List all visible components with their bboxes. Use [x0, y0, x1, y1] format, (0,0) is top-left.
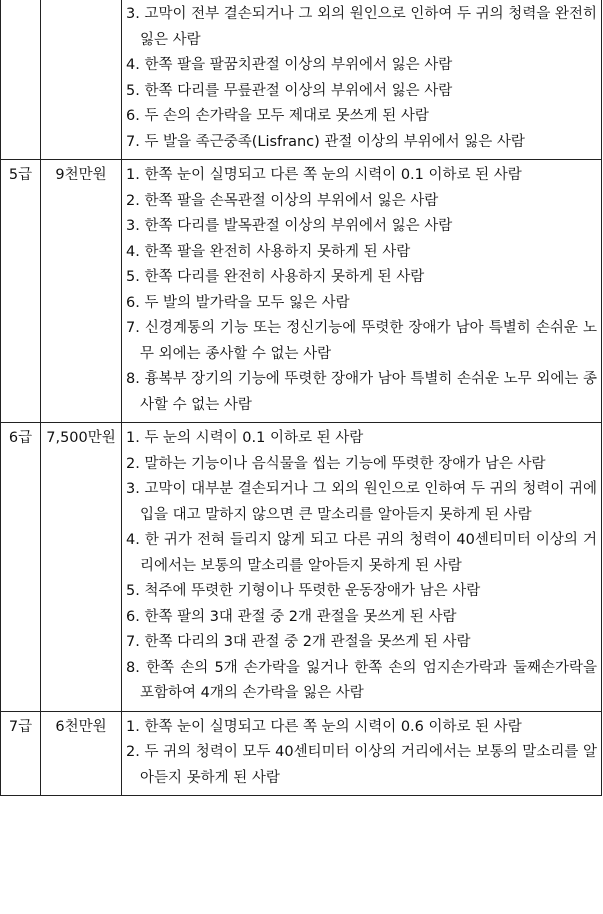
description-cell	[122, 711, 602, 796]
list-item: 4. 한 귀가 전혀 들리지 않게 되고 다른 귀의 청력이 40센티미터 이상의 거리에서는 보통의 말소리를 알아듣지 못하게 된 사람	[126, 532, 597, 574]
table-row	[1, 711, 602, 796]
list-item: 3. 고막이 전부 결손되거나 그 외의 원인으로 인하여 두 귀의 청력을 완전히 잃은 사람	[126, 6, 597, 48]
grade-cell: 7급	[1, 711, 41, 796]
description-cell	[122, 423, 602, 712]
list-item: 4. 한쪽 팔을 팔꿈치관절 이상의 부위에서 잃은 사람	[126, 57, 453, 73]
list-item: 6. 두 발의 발가락을 모두 잃은 사람	[126, 294, 350, 311]
list-item: 3. 고막이 대부분 결손되거나 그 외의 원인으로 인하여 두 귀의 청력이 귀에 입을 대고 말하지 않으면 큰 말소리를 알아듣지 못하게 된 사람	[126, 481, 597, 523]
list-item: 7. 한쪽 다리의 3대 관절 중 2개 관절을 못쓰게 된 사람	[126, 634, 471, 650]
list-item: 1. 한쪽 눈이 실명되고 다른 쪽 눈의 시력이 0.6 이하로 된 사람	[126, 718, 522, 735]
list-item: 3. 한쪽 다리를 발목관절 이상의 부위에서 잃은 사람	[126, 218, 453, 234]
grade-cell: 6급	[1, 423, 41, 712]
table-row	[1, 160, 602, 423]
list-item: 4. 한쪽 팔을 완전히 사용하지 못하게 된 사람	[126, 243, 411, 260]
list-item: 6. 한쪽 팔의 3대 관절 중 2개 관절을 못쓰게 된 사람	[126, 608, 457, 625]
list-item: 8. 흉복부 장기의 기능에 뚜렷한 장애가 남아 특별히 손쉬운 노무 외에는 종사할 수 없는 사람	[126, 371, 597, 413]
amount-cell: 6천만원	[41, 711, 122, 796]
table-row	[1, 0, 602, 160]
list-item: 5. 한쪽 다리를 무릎관절 이상의 부위에서 잃은 사람	[126, 82, 453, 99]
list-item: 2. 두 귀의 청력이 모두 40센티미터 이상의 거리에서는 보통의 말소리를 알아듣지 못하게 된 사람	[126, 744, 597, 786]
list-item: 1. 한쪽 눈이 실명되고 다른 쪽 눈의 시력이 0.1 이하로 된 사람	[126, 167, 522, 183]
list-item: 1. 두 눈의 시력이 0.1 이하로 된 사람	[126, 430, 364, 446]
amount-cell: 9천만원	[41, 160, 122, 423]
list-item: 7. 신경계통의 기능 또는 정신기능에 뚜렷한 장애가 남아 특별히 손쉬운 노무 외에는 종사할 수 없는 사람	[126, 320, 597, 362]
list-item: 2. 한쪽 팔을 손목관절 이상의 부위에서 잃은 사람	[126, 192, 439, 209]
description-cell	[122, 160, 602, 423]
grade-cell	[1, 0, 41, 160]
list-item: 8. 한쪽 손의 5개 손가락을 잃거나 한쪽 손의 엄지손가락과 둘째손가락을 포함하여 4개의 손가락을 잃은 사람	[126, 659, 597, 701]
list-item: 5. 한쪽 다리를 완전히 사용하지 못하게 된 사람	[126, 269, 425, 285]
amount-cell	[41, 0, 122, 160]
list-item: 5. 척주에 뚜렷한 기형이나 뚜렷한 운동장애가 남은 사람	[126, 583, 481, 599]
list-item: 7. 두 발을 족근중족(Lisfranc) 관절 이상의 부위에서 잃은 사람	[126, 133, 525, 150]
description-cell	[122, 0, 602, 160]
list-item: 2. 말하는 기능이나 음식물을 씹는 기능에 뚜렷한 장애가 남은 사람	[126, 455, 546, 472]
amount-cell: 7,500만원	[41, 423, 122, 712]
list-item: 6. 두 손의 손가락을 모두 제대로 못쓰게 된 사람	[126, 108, 429, 124]
grade-cell: 5급	[1, 160, 41, 423]
table-row	[1, 423, 602, 712]
